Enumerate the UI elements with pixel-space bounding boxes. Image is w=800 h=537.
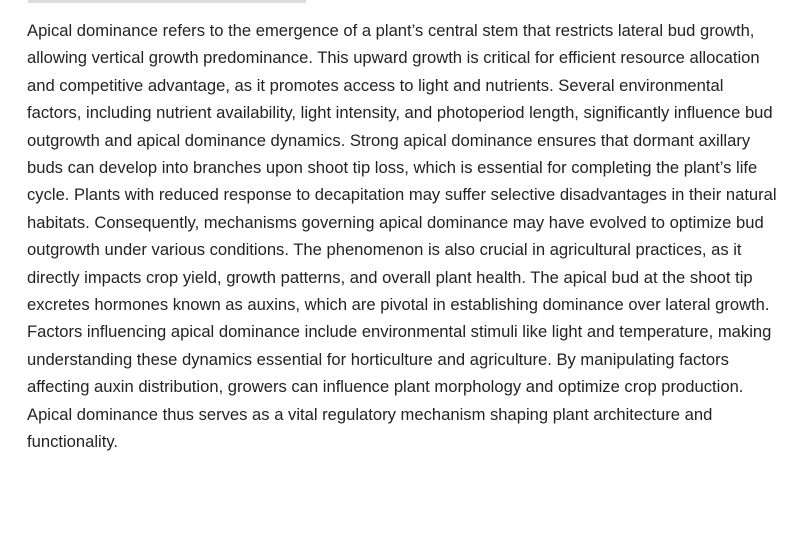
body-paragraph: Apical dominance refers to the emergence of a plant’s central stem that restricts lateral bud growth, allowing vertical growth predominance. This upward growth is critical for efficient resource allocation and competitive advantage, as it promotes access to light and nutrients. Several environmental factors, including nutrient availability, light intensity, and photoperiod length, significantly influence bud outgrowth and apical dominance dynamics. Strong apical dominance ensures that dormant axillary buds can develop into branches upon shoot tip loss, which is essential for completing the plant’s life cycle. Plants with reduced response to decapitation may suffer selective disadvantages in their natural habitats. Consequently, mechanisms governing apical dominance may have evolved to optimize bud outgrowth under various conditions. The phenomenon is also crucial in agricultural practices, as it directly impacts crop yield, growth patterns, and overall plant health. The apical bud at the shoot tip excretes hormones known as auxins, which are pivotal in establishing dominance over lateral growth. Factors influencing apical dominance include environmental stimuli like light and temperature, making understanding these dynamics essential for horticulture and agriculture. By manipulating factors affecting auxin distribution, growers can influence plant morphology and optimize crop production. Apical dominance thus serves as a vital regulatory mechanism shaping plant architecture and functionality. bbox=[27, 21, 777, 452]
top-divider bbox=[28, 0, 306, 3]
article-body bbox=[27, 17, 779, 456]
